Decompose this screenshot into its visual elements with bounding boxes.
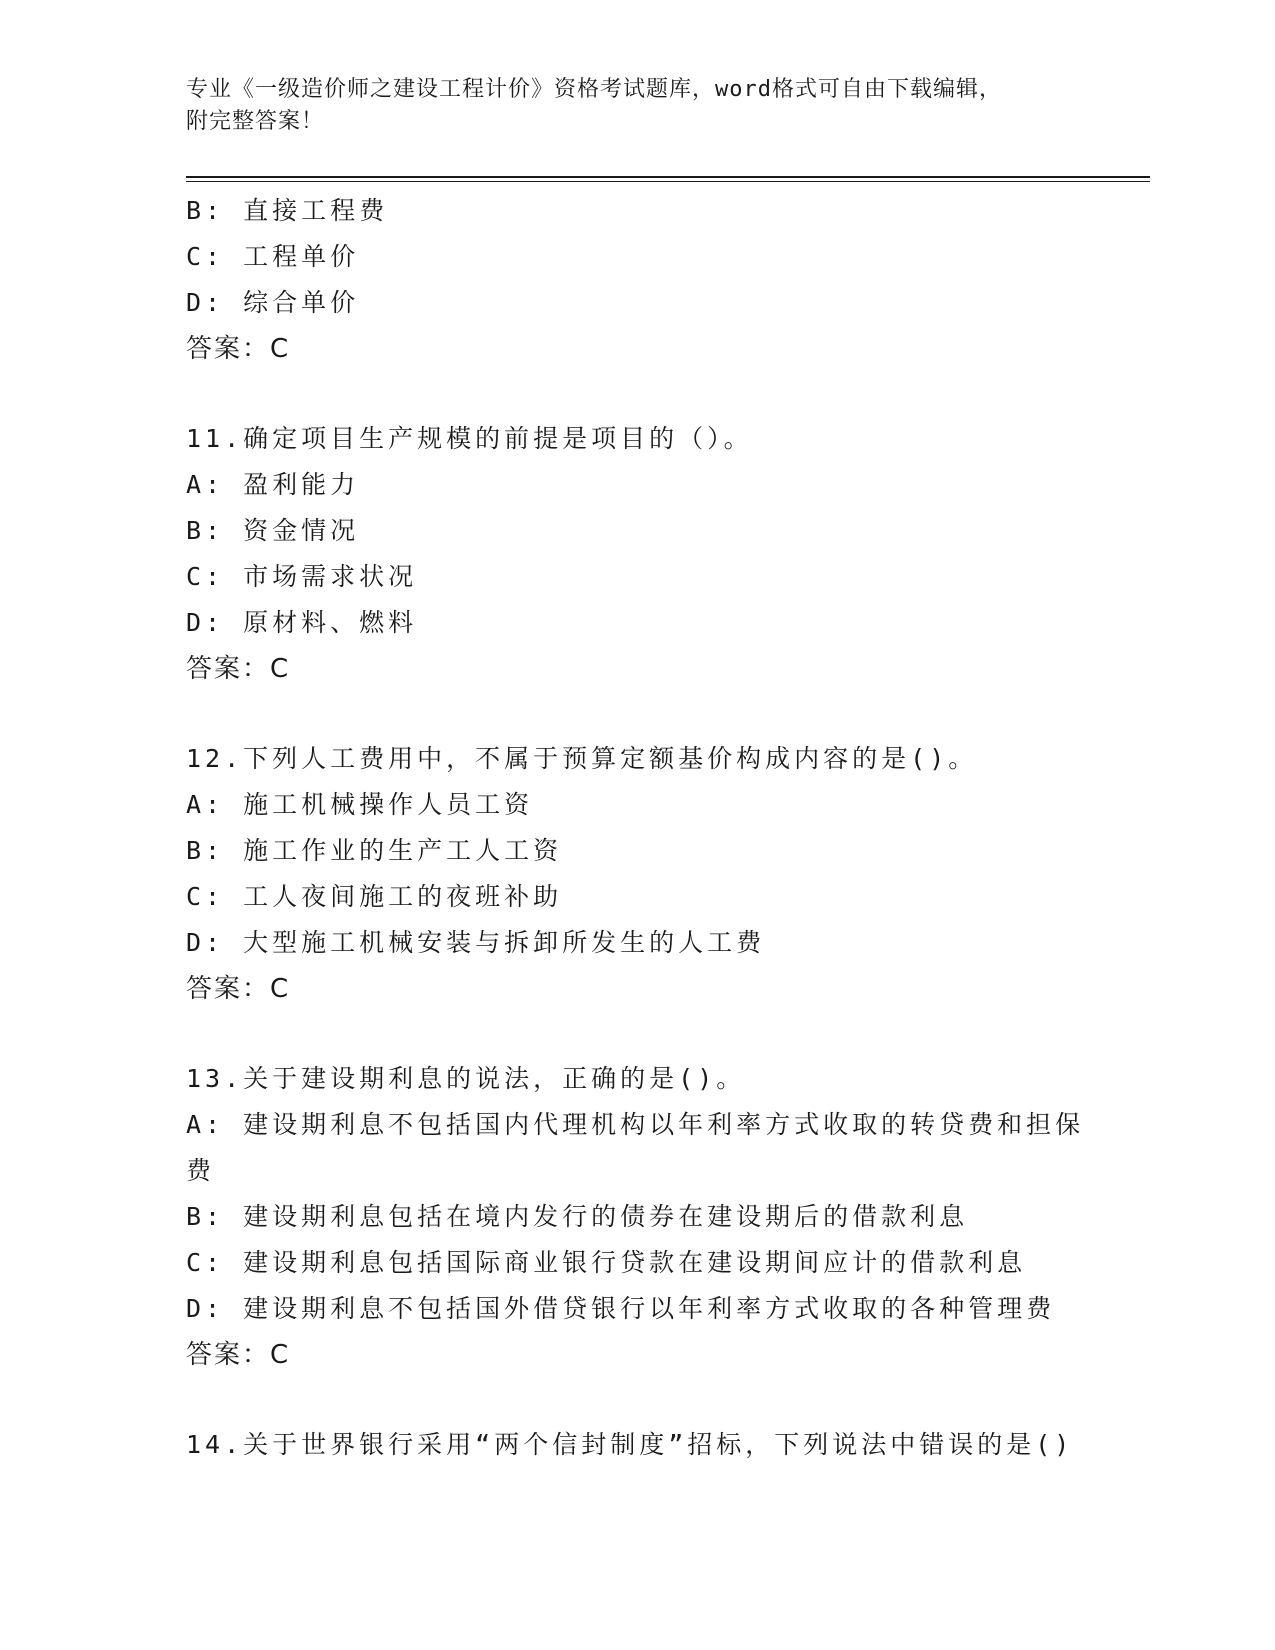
- question-stem: 12.下列人工费用中，不属于预算定额基价构成内容的是()。: [186, 744, 978, 773]
- header-divider-thin: [186, 181, 1150, 182]
- option-c: C: 市场需求状况: [186, 562, 418, 591]
- option-a: A: 盈利能力: [186, 470, 360, 499]
- option-d: D: 大型施工机械安装与拆卸所发生的人工费: [186, 928, 766, 957]
- header-line-2: 附完整答案！: [186, 109, 325, 134]
- option-a: A: 施工机械操作人员工资: [186, 790, 534, 819]
- header-divider-thick: [186, 176, 1150, 178]
- answer: 答案：C: [186, 654, 291, 684]
- option-b: B: 资金情况: [186, 516, 360, 545]
- option-d: D: 原材料、燃料: [186, 608, 418, 637]
- question-12: [186, 736, 1086, 1012]
- option-c: C: 建设期利息包括国际商业银行贷款在建设期间应计的借款利息: [186, 1248, 1027, 1277]
- option-c: C: 工程单价: [186, 242, 360, 271]
- option-b: B: 直接工程费: [186, 196, 389, 225]
- answer: 答案：C: [186, 1340, 291, 1370]
- question-stem: 14.关于世界银行采用“两个信封制度”招标，下列说法中错误的是(): [186, 1430, 1074, 1459]
- question-stem: 11.确定项目生产规模的前提是项目的（）。: [186, 424, 753, 453]
- option-b: B: 施工作业的生产工人工资: [186, 836, 563, 865]
- option-d: D: 建设期利息不包括国外借贷银行以年利率方式收取的各种管理费: [186, 1294, 1056, 1323]
- question-11: [186, 416, 1086, 692]
- question-stem: 13.关于建设期利息的说法，正确的是()。: [186, 1064, 746, 1093]
- option-d: D: 综合单价: [186, 288, 360, 317]
- answer: 答案：C: [186, 334, 291, 364]
- option-c: C: 工人夜间施工的夜班补助: [186, 882, 563, 911]
- option-b: B: 建设期利息包括在境内发行的债券在建设期后的借款利息: [186, 1202, 969, 1231]
- header-line-1: 专业《一级造价师之建设工程计价》资格考试题库，word格式可自由下载编辑，: [186, 77, 1002, 102]
- question-13: [186, 1056, 1086, 1378]
- question-14: [186, 1422, 1086, 1468]
- question-10: [186, 188, 1086, 372]
- option-a: A: 建设期利息不包括国内代理机构以年利率方式收取的转贷费和担保: [186, 1110, 1085, 1139]
- document-header: [186, 74, 1086, 138]
- question-list: [186, 188, 1086, 1468]
- answer: 答案：C: [186, 974, 291, 1004]
- option-a-continued: 费: [186, 1156, 216, 1185]
